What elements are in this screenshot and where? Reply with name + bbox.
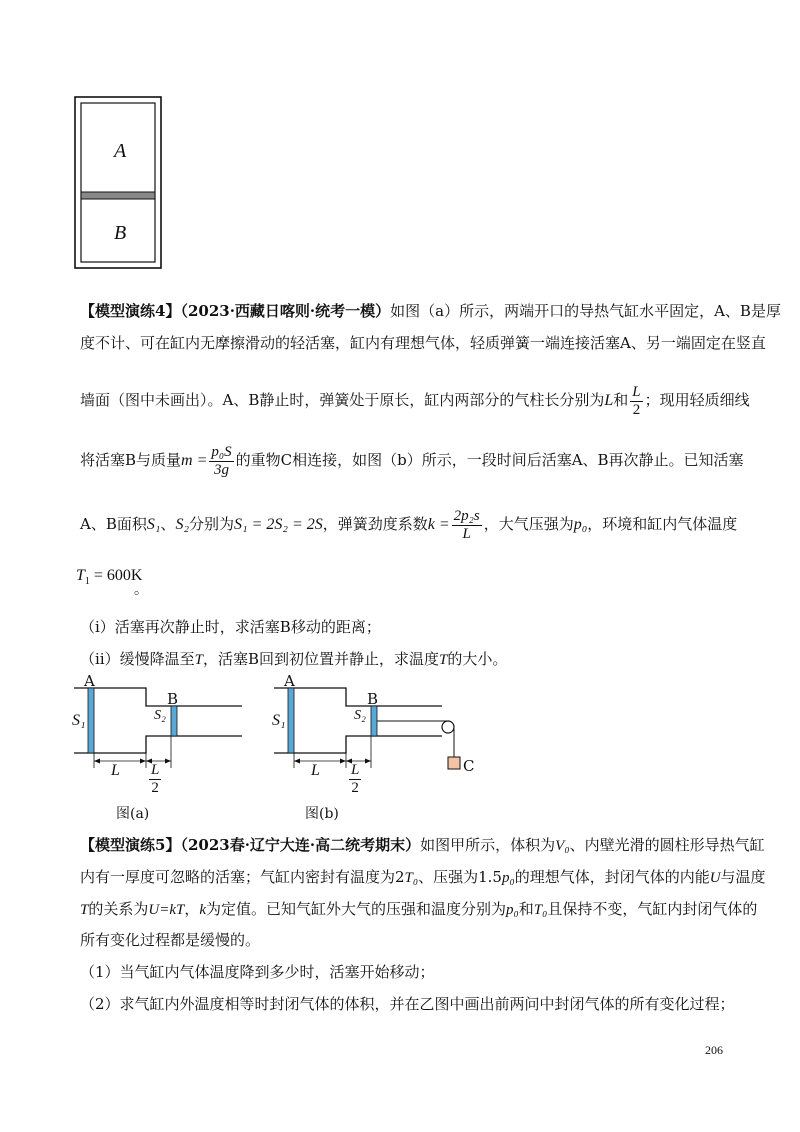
fig-b-label-b: B — [367, 690, 379, 708]
figure-a — [68, 672, 258, 822]
fig-a-piston-b — [171, 706, 177, 736]
q5-line-1: 【模型演练5】（2023春·辽宁大连·高二统考期末）如图甲所示，体积为V₀、内壁光滑的圆柱形导热气缸 — [80, 836, 765, 854]
q4-line-1: 【模型演练4】（2023·西藏日喀则·统考一模）如图（a）所示，两端开口的导热气缸水平固定，A、B是厚 — [80, 302, 781, 320]
q4-line-5: A、B面积S₁、S₂分别为S₁ = 2S₂ = 2S，弹簧劲度系数k = $\frac{\text{2p₂s}}{L}$ ，大气压强为p₀，环境和缸内气体温度 — [80, 507, 738, 542]
fig-a-caption: 图(a) — [116, 806, 150, 822]
fig-b-top-wall — [274, 688, 442, 706]
fraction-spring: $\frac{\text{2p₂s}}{L}$ — [453, 507, 480, 542]
temperature-t1: $T_1 = 600K$ — [76, 567, 143, 588]
q4-line-2: 度不计、可在缸内无摩擦滑动的轻活塞，缸内有理想气体，轻质弹簧一端连接活塞A、另一端固定在竖直 — [80, 334, 766, 352]
fig-b-label-half-l: $\frac{L}{2}$ — [351, 762, 360, 796]
fig-b-label-c: C — [463, 757, 475, 775]
q4-source: （2023·西藏日喀则·统考一模） — [180, 302, 391, 320]
q4-question-1: （ⅰ）活塞再次静止时，求活塞B移动的距离； — [80, 618, 381, 636]
fig-a-label-l: L — [111, 762, 120, 779]
q5-heading: 【模型演练5】 — [80, 836, 181, 854]
piston — [81, 192, 155, 199]
fig-a-label-a: A — [84, 672, 95, 690]
chamber-label-a: A — [114, 140, 127, 162]
fig-b-bottom-wall — [274, 736, 442, 753]
q5-question-1: （1）当气缸内气体温度降到多少时，活塞开始移动； — [80, 963, 435, 981]
fig-b-piston-b — [371, 706, 377, 736]
figure-b — [268, 672, 478, 782]
fig-a-label-s2: S₂ — [154, 708, 166, 723]
chamber-label-b: B — [114, 222, 127, 244]
fig-a-label-s1: S₁ — [72, 712, 86, 729]
fig-a-bottom-wall — [74, 736, 242, 753]
fig-b-pulley — [442, 721, 454, 733]
fraction-l-over-2: $\frac{L}{2}$ — [632, 383, 641, 418]
fig-a-top-wall — [74, 688, 242, 706]
q4-question-2: （ⅱ）缓慢降温至T，活塞B回到初位置并静止，求温度T的大小。 — [80, 650, 508, 668]
q5-line-2: 内有一厚度可忽略的活塞；气缸内密封有温度为2T₀、压强为1.5p₀的理想气体，封闭气体的内能U与温度 — [80, 868, 766, 886]
t1-period: 。 — [134, 582, 148, 598]
fig-a-label-b: B — [167, 690, 179, 708]
q4-line-3: 墙面（图中未画出）。A、B静止时，弹簧处于原长，缸内两部分的气柱长分别为L和 $\frac{L}{2}$ ；现用轻质细线 — [80, 383, 750, 418]
fig-b-label-s1: S₁ — [272, 712, 286, 729]
fig-b-piston-a — [288, 688, 294, 753]
q4-heading: 【模型演练4】 — [80, 302, 181, 320]
fig-b-weight-c — [448, 757, 460, 769]
q5-line-4: 所有变化过程都是缓慢的。 — [80, 931, 261, 949]
q5-line-3: T的关系为U=kT，k为定值。已知气缸外大气的压强和温度分别为p₀和T₀且保持不变，气缸内封闭气体的 — [80, 900, 758, 918]
fig-b-label-a: A — [284, 672, 295, 690]
fig-b-caption: 图(b) — [305, 806, 339, 822]
q5-question-2: （2）求气缸内外温度相等时封闭气体的体积，并在乙图中画出前两问中封闭气体的所有变化过程； — [80, 995, 735, 1013]
fig-a-piston-a — [88, 688, 94, 753]
q5-source: （2023春·辽宁大连·高二统考期末） — [180, 836, 421, 854]
fraction-mass: $\frac{\text{p₀S}}{3g}$ — [211, 443, 232, 478]
fig-b-label-l: L — [311, 762, 320, 779]
fig-a-label-half-l: $\frac{L}{2}$ — [151, 762, 160, 796]
q4-line-4: 将活塞B与质量m = $\frac{\text{p₀S}}{3g}$ 的重物C相连接，如图（b）所示，一段时间后活塞A、B再次静止。已知活塞 — [80, 443, 744, 478]
fig-b-label-s2: S₂ — [354, 708, 366, 723]
page-number: 206 — [705, 1043, 723, 1057]
